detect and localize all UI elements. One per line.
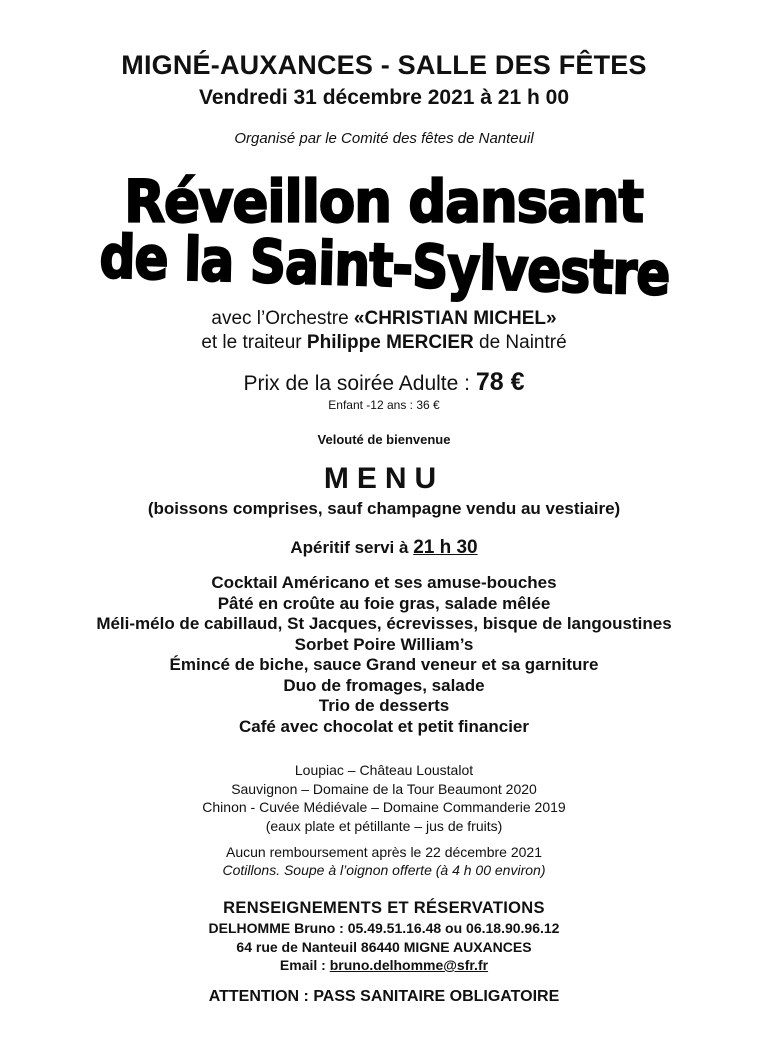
- wine-list: [0, 761, 768, 835]
- adult-price-line: [0, 368, 768, 397]
- aperitif-label: Apéritif servi à: [290, 538, 414, 557]
- dish-item: Cocktail Américano et ses amuse-bouches: [211, 573, 557, 592]
- event-date: Vendredi 31 décembre 2021 à 21 h 00: [198, 86, 570, 109]
- caterer-suffix: de Naintré: [473, 332, 567, 353]
- main-title-line-2: [0, 222, 768, 309]
- dish-item: Trio de desserts: [318, 696, 450, 715]
- dish-item: Duo de fromages, salade: [283, 675, 485, 695]
- welcome-drink: Velouté de bienvenue: [317, 432, 451, 447]
- notes: [0, 844, 768, 879]
- organizer-line: Organisé par le Comité des fêtes de Nanteuil: [234, 130, 534, 147]
- main-title-text-2: de la Saint-Sylvestre: [98, 222, 670, 309]
- venue-heading: MIGNÉ-AUXANCES - SALLE DES FÊTES: [121, 50, 647, 80]
- caterer-prefix: et le traiteur: [201, 332, 307, 353]
- aperitif-line: [0, 537, 768, 559]
- caterer-name: Philippe MERCIER: [306, 332, 474, 353]
- dish-item: Café avec chocolat et petit financier: [238, 716, 530, 736]
- contact-address: 64 rue de Nanteuil 86440 MIGNE AUXANCES: [236, 938, 532, 955]
- caterer-line: [0, 332, 768, 354]
- contact-block: [0, 897, 768, 975]
- dish-item: Pâté en croûte au foie gras, salade mêlée: [217, 593, 551, 613]
- wine-item: Chinon - Cuvée Médiévale – Domaine Commanderie 2019: [202, 799, 566, 815]
- drinks-note: (eaux plate et pétillante – jus de fruits): [265, 817, 503, 834]
- contact-title: RENSEIGNEMENTS ET RÉSERVATIONS: [223, 899, 545, 917]
- menu-title: MENU: [323, 462, 445, 495]
- band-line: [0, 308, 768, 330]
- wine-item: Loupiac – Château Loustalot: [294, 762, 474, 778]
- main-title-text-1: Réveillon dansant: [124, 167, 644, 236]
- band-prefix: avec l’Orchestre: [211, 308, 354, 329]
- email-link[interactable]: bruno.delhomme@sfr.fr: [329, 957, 489, 973]
- child-price: Enfant -12 ans : 36 €: [328, 398, 440, 412]
- adult-price: 78 €: [475, 368, 525, 396]
- dish-item: Émincé de biche, sauce Grand veneur et sa garniture: [169, 655, 599, 674]
- refund-note: Aucun remboursement après le 22 décembre 2021: [226, 844, 542, 860]
- extras-note: Cotillons. Soupe à l’oignon offerte (à 4 h 00 environ): [222, 861, 546, 878]
- dish-item: Méli-mélo de cabillaud, St Jacques, écrevisses, bisque de langoustines: [96, 614, 672, 633]
- dish-item: Sorbet Poire William’s: [294, 634, 474, 654]
- band-name: «CHRISTIAN MICHEL»: [353, 308, 557, 329]
- email-label: Email :: [279, 957, 330, 973]
- contact-phones: DELHOMME Bruno : 05.49.51.16.48 ou 06.18.90.96.12: [208, 920, 560, 936]
- dish-list: [0, 573, 768, 737]
- wine-item: Sauvignon – Domaine de la Tour Beaumont 2020: [231, 780, 537, 797]
- contact-email-line: [0, 956, 768, 975]
- menu-subtitle: (boissons comprises, sauf champagne vendu au vestiaire): [147, 499, 621, 518]
- aperitif-time: 21 h 30: [413, 537, 478, 558]
- adult-price-label: Prix de la soirée Adulte :: [243, 372, 476, 395]
- health-pass-warning: ATTENTION : PASS SANITAIRE OBLIGATOIRE: [208, 988, 560, 1005]
